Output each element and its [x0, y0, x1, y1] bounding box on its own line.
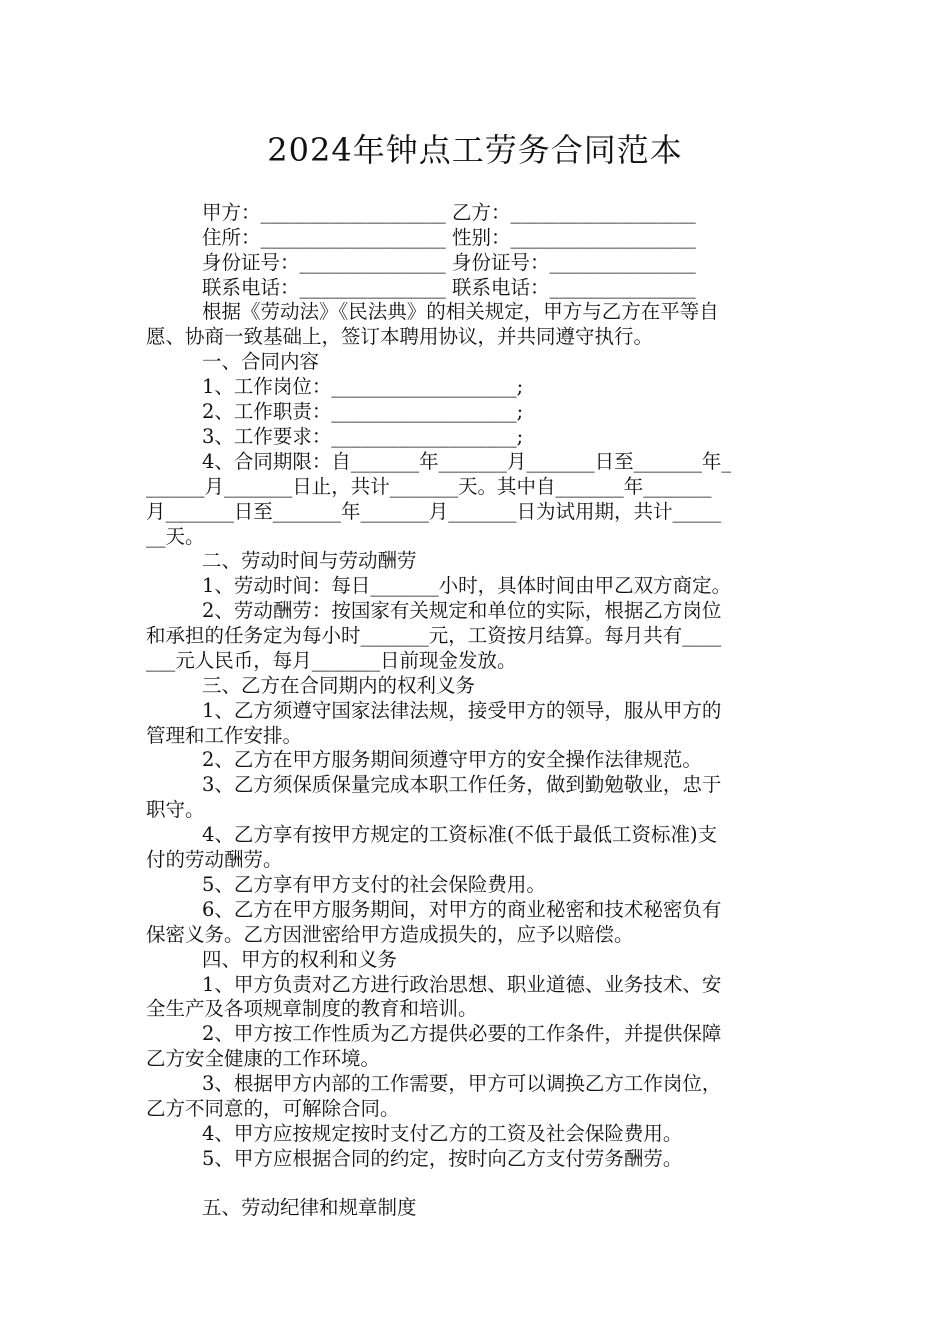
paragraph-line: 全生产及各项规章制度的教育和培训。: [146, 997, 478, 1020]
paragraph-line: 6、乙方在甲方服务期间，对甲方的商业秘密和技术秘密负有: [202, 898, 722, 921]
paragraph-line: 保密义务。乙方因泄密给甲方造成损失的，应予以赔偿。: [146, 923, 634, 946]
paragraph-line: 4、合同期限：自_______年_______月_______日至_______年_: [202, 450, 732, 473]
paragraph-line: 2、乙方在甲方服务期间须遵守甲方的安全操作法律规范。: [202, 748, 702, 771]
document-title: 2024年钟点工劳务合同范本: [267, 131, 683, 169]
paragraph-line: 4、甲方应按规定按时支付乙方的工资及社会保险费用。: [202, 1122, 683, 1145]
paragraph-line: 4、乙方享有按甲方规定的工资标准(不低于最低工资标准)支: [202, 823, 718, 846]
section-heading: 一、合同内容: [202, 350, 320, 373]
paragraph-line: 1、甲方负责对乙方进行政治思想、职业道德、业务技术、安: [202, 973, 722, 996]
paragraph-line: 管理和工作安排。: [146, 724, 303, 747]
party-phone-line: 联系电话：_______________ 联系电话：_______________: [202, 276, 696, 299]
paragraph-line: 2、甲方按工作性质为乙方提供必要的工作条件，并提供保障: [202, 1022, 722, 1045]
paragraph-line: 1、乙方须遵守国家法律法规，接受甲方的领导，服从甲方的: [202, 699, 722, 722]
paragraph-line: ______月_______日止，共计_______天。其中自_______年_______: [146, 475, 712, 498]
party-id-line: 身份证号：_______________ 身份证号：_______________: [202, 251, 696, 274]
paragraph-line: 2、工作职责：___________________;: [202, 400, 524, 423]
party-address-line: 住所：___________________ 性别：___________________: [202, 226, 696, 249]
paragraph-line: 1、工作岗位：___________________;: [202, 375, 524, 398]
paragraph-line: 5、乙方享有甲方支付的社会保险费用。: [202, 873, 546, 896]
paragraph-line: __天。: [146, 525, 205, 548]
paragraph-line: 根据《劳动法》《民法典》的相关规定，甲方与乙方在平等自: [202, 300, 719, 323]
paragraph-line: ___元人民币，每月_______日前现金发放。: [146, 649, 517, 672]
paragraph-line: 乙方不同意的，可解除合同。: [146, 1097, 400, 1120]
section-heading: 五、劳动纪律和规章制度: [202, 1196, 417, 1219]
paragraph-line: 3、工作要求：___________________;: [202, 425, 524, 448]
paragraph-line: 乙方安全健康的工作环境。: [146, 1047, 381, 1070]
paragraph-line: 职守。: [146, 798, 205, 821]
paragraph-line: 愿、协商一致基础上，签订本聘用协议，并共同遵守执行。: [146, 325, 654, 348]
paragraph-line: 付的劳动酬劳。: [146, 848, 283, 871]
paragraph-line: 和承担的任务定为每小时_______元，工资按月结算。每月共有____: [146, 624, 722, 647]
paragraph-line: 3、乙方须保质保量完成本职工作任务，做到勤勉敬业，忠于: [202, 773, 722, 796]
section-heading: 二、劳动时间与劳动酬劳: [202, 549, 417, 572]
party-name-line: 甲方：___________________ 乙方：___________________: [202, 201, 696, 224]
paragraph-line: 5、甲方应根据合同的约定，按时向乙方支付劳务酬劳。: [202, 1147, 683, 1170]
paragraph-line: 1、劳动时间：每日_______小时，具体时间由甲乙双方商定。: [202, 574, 732, 597]
section-heading: 三、乙方在合同期内的权利义务: [202, 674, 476, 697]
paragraph-line: 2、劳动酬劳：按国家有关规定和单位的实际，根据乙方岗位: [202, 599, 722, 622]
paragraph-line: 月_______日至_______年_______月_______日为试用期，共计_____: [146, 500, 722, 523]
paragraph-line: 3、根据甲方内部的工作需要，甲方可以调换乙方工作岗位，: [202, 1072, 722, 1095]
section-heading: 四、甲方的权利和义务: [202, 948, 398, 971]
